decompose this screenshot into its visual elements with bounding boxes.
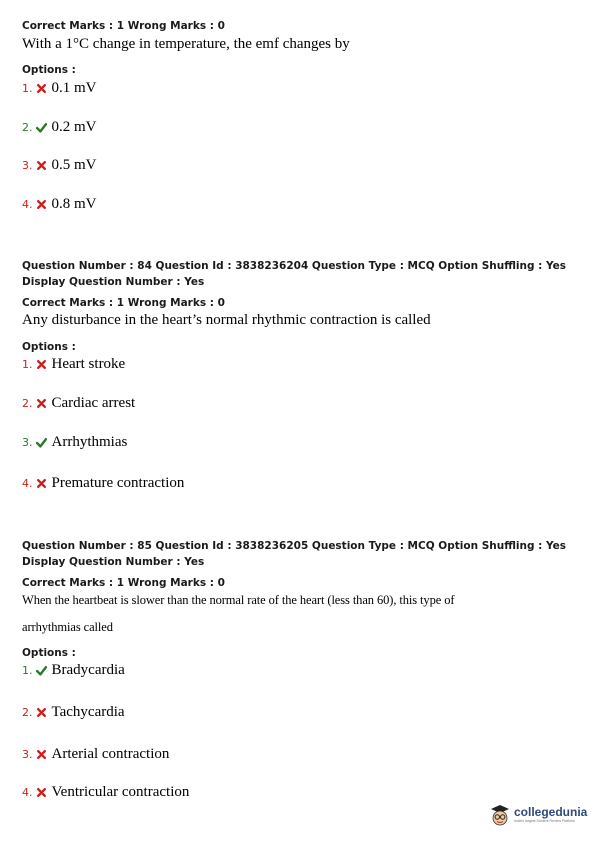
option-text: Cardiac arrest (51, 395, 136, 411)
logo-tagline: India's largest Student Review Platform (514, 819, 575, 823)
check-icon (36, 437, 47, 448)
option-number: 4. (22, 198, 33, 211)
option-number: 3. (22, 748, 33, 761)
q2-text: Any disturbance in the heart’s normal rhythmic contraction is called (22, 312, 431, 328)
cross-icon (36, 160, 47, 171)
q3-option-3 (22, 746, 169, 763)
check-icon (36, 122, 47, 133)
option-number: 2. (22, 121, 33, 134)
cross-icon (36, 749, 47, 760)
option-number: 3. (22, 436, 33, 449)
collegedunia-logo (489, 803, 587, 827)
mascot-icon (489, 803, 511, 827)
option-text: 0.1 mV (51, 80, 97, 96)
option-number: 2. (22, 706, 33, 719)
q2-option-1 (22, 356, 125, 373)
q3-text-line2: arrhythmias called (22, 620, 113, 634)
q3-option-4 (22, 784, 189, 801)
option-text: Heart stroke (51, 356, 126, 372)
q2-option-3 (22, 434, 127, 451)
q3-option-1 (22, 662, 125, 679)
q3-header: Question Number : 85 Question Id : 3838236205 Question Type : MCQ Option Shuffling : Yes (22, 540, 567, 552)
q2-header-display: Display Question Number : Yes (22, 276, 205, 288)
q1-options-label: Options : (22, 64, 76, 76)
option-number: 1. (22, 82, 33, 95)
q2-option-4 (22, 475, 184, 492)
logo-name: collegedunia (514, 805, 588, 819)
option-text: Premature contraction (51, 475, 185, 491)
cross-icon (36, 478, 47, 489)
option-text: Arrhythmias (51, 434, 128, 450)
q2-options-label: Options : (22, 341, 76, 353)
option-number: 1. (22, 358, 33, 371)
option-text: 0.2 mV (51, 119, 97, 135)
cross-icon (36, 359, 47, 370)
q3-option-2 (22, 704, 125, 721)
cross-icon (36, 199, 47, 210)
cross-icon (36, 398, 47, 409)
option-number: 4. (22, 477, 33, 490)
q3-options-label: Options : (22, 647, 76, 659)
q1-option-4 (22, 196, 97, 213)
q1-option-1 (22, 80, 97, 97)
option-text: 0.5 mV (51, 157, 97, 173)
q2-marks: Correct Marks : 1 Wrong Marks : 0 (22, 297, 225, 309)
q1-option-2 (22, 119, 97, 136)
option-number: 2. (22, 397, 33, 410)
q2-header: Question Number : 84 Question Id : 3838236204 Question Type : MCQ Option Shuffling : Yes (22, 260, 567, 272)
cross-icon (36, 83, 47, 94)
option-text: Tachycardia (51, 704, 125, 720)
option-text: Bradycardia (51, 662, 125, 678)
q1-marks: Correct Marks : 1 Wrong Marks : 0 (22, 20, 225, 32)
check-icon (36, 665, 47, 676)
q1-option-3 (22, 157, 97, 174)
q2-option-2 (22, 395, 135, 412)
q1-text: With a 1°C change in temperature, the emf changes by (22, 36, 350, 52)
option-number: 1. (22, 664, 33, 677)
cross-icon (36, 787, 47, 798)
q3-text: When the heartbeat is slower than the normal rate of the heart (less than 60), this type of (22, 593, 455, 607)
cross-icon (36, 707, 47, 718)
option-number: 3. (22, 159, 33, 172)
option-text: 0.8 mV (51, 196, 97, 212)
q3-marks: Correct Marks : 1 Wrong Marks : 0 (22, 577, 225, 589)
option-number: 4. (22, 786, 33, 799)
option-text: Ventricular contraction (51, 784, 190, 800)
option-text: Arterial contraction (51, 746, 170, 762)
q3-header-display: Display Question Number : Yes (22, 556, 205, 568)
